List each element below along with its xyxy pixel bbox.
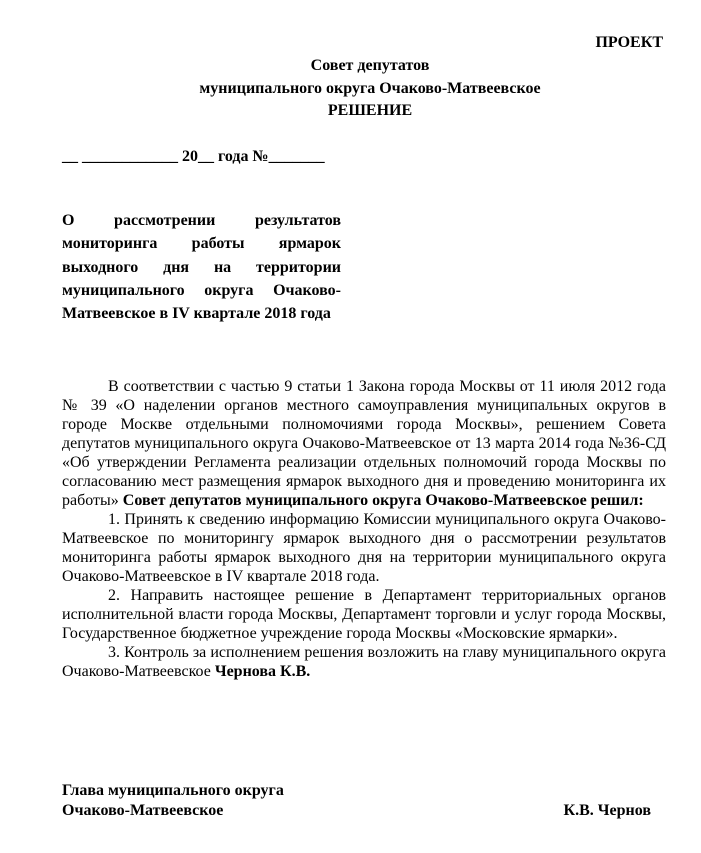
decision-subject: О рассмотрении результатов мониторинга работы ярмарок выходного дня на территории муниципального округа Очаково-Матвеевское в IV квартале 2018 года [62, 212, 341, 323]
item-2-text: 2. Направить настоящее решение в Департамент территориальных органов исполнительной власти города Москвы, Департамент торговли и услуг города Москвы, Государственное бюджетное учреждение города Москвы «Московские ярмарки». [62, 587, 666, 642]
item-1 [62, 510, 666, 586]
date-number-line: __ ____________ 20__ года №_______ [62, 148, 325, 165]
signature-title-line2: Очаково-Матвеевское [62, 802, 224, 819]
decision-body [62, 377, 666, 681]
preamble-resolution: Совет депутатов муниципального округа Очаково-Матвеевское решил: [122, 492, 644, 509]
item-3-responsible: Чернова К.В. [214, 663, 311, 680]
draft-label: ПРОЕКТ [595, 34, 663, 51]
item-3-text: 3. Контроль за исполнением решения возложить на главу муниципального округа Очаково-Матвеевское [62, 644, 666, 680]
district-title: муниципального округа Очаково-Матвеевское [199, 80, 541, 97]
preamble-paragraph [62, 377, 666, 510]
preamble-text: В соответствии с частью 9 статьи 1 Закона города Москвы от 11 июля 2012 года № 39 «О наделении органов местного самоуправления муниципальных округов в городе Москве отдельными полномочиями города Москвы», решением Совета депутатов муниципального округа Очаково-Матвеевское от 13 марта 2014 года №36-СД «Об утверждении Регламента реализации отдельных полномочий города Москвы по согласованию мест размещения ярмарок выходного дня и проведению мониторинга их работы» [62, 378, 666, 509]
item-3 [62, 643, 666, 681]
item-1-text: 1. Принять к сведению информацию Комиссии муниципального округа Очаково-Матвеевское по мониторингу ярмарок выходного дня о рассмотрении результатов мониторинга работы ярмарок выходного дня на территории муниципального округа Очаково-Матвеевское в IV квартале 2018 года. [62, 511, 666, 585]
signature-title-line1: Глава муниципального округа [62, 782, 284, 799]
signature-name: К.В. Чернов [563, 802, 651, 819]
decision-title: РЕШЕНИЕ [327, 102, 413, 119]
council-title: Совет депутатов [310, 57, 430, 74]
item-2 [62, 586, 666, 643]
